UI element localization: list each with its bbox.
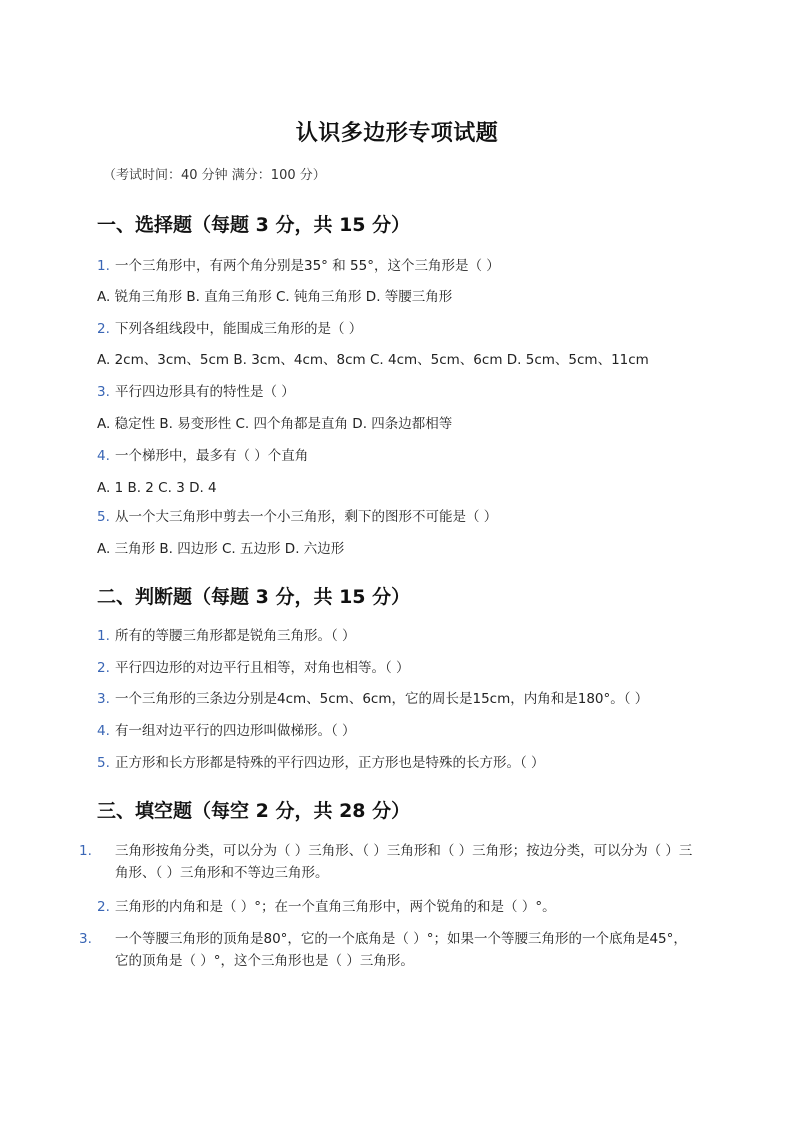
question-2 <box>97 318 699 340</box>
question-text: 三角形按角分类，可以分为（ ）三角形、（ ）三角形和（ ）三角形；按边分类，可以分为（ ）三角形、（ ）三角形和不等边三角形。 <box>115 843 693 881</box>
question-number: 1. <box>79 843 92 859</box>
question-number: 3. <box>97 384 110 400</box>
fill-question-1 <box>79 840 699 884</box>
tf-question-3 <box>97 688 699 710</box>
question-text: 有一组对边平行的四边形叫做梯形。（ ） <box>115 723 356 739</box>
answer-options: A. 三角形 B. 四边形 C. 五边形 D. 六边形 <box>97 541 345 557</box>
question-number: 3. <box>79 931 92 947</box>
question-number: 5. <box>97 755 110 771</box>
exam-info: （考试时间：40 分钟 满分：100 分） <box>103 168 326 183</box>
question-number: 1. <box>97 258 110 274</box>
section-multiple-choice <box>97 212 699 238</box>
question-number: 2. <box>97 660 110 676</box>
answer-options: A. 锐角三角形 B. 直角三角形 C. 钝角三角形 D. 等腰三角形 <box>97 289 453 305</box>
question-3-options <box>97 413 699 435</box>
question-number: 2. <box>97 899 110 915</box>
question-5-options <box>97 538 699 560</box>
question-number: 4. <box>97 448 110 464</box>
question-text: 平行四边形具有的特性是（ ） <box>115 384 295 400</box>
section-heading: 一、选择题（每题 3 分，共 15 分） <box>97 214 411 236</box>
question-text: 平行四边形的对边平行且相等，对角也相等。（ ） <box>115 660 410 676</box>
question-text: 一个梯形中，最多有（ ）个直角 <box>115 448 309 464</box>
tf-question-5 <box>97 752 699 774</box>
question-text: 所有的等腰三角形都是锐角三角形。（ ） <box>115 628 356 644</box>
question-number: 2. <box>97 321 110 337</box>
tf-question-1 <box>97 625 699 647</box>
question-4 <box>97 445 699 467</box>
question-4-options <box>97 477 699 499</box>
section-heading: 三、填空题（每空 2 分，共 28 分） <box>97 800 411 822</box>
question-number: 4. <box>97 723 110 739</box>
answer-options: A. 2cm、3cm、5cm B. 3cm、4cm、8cm C. 4cm、5cm、6cm D. 5cm、5cm、11cm <box>97 352 649 368</box>
tf-question-4 <box>97 720 699 742</box>
tf-question-2 <box>97 657 699 679</box>
question-2-options <box>97 349 699 371</box>
section-heading: 二、判断题（每题 3 分，共 15 分） <box>97 586 411 608</box>
question-text: 正方形和长方形都是特殊的平行四边形，正方形也是特殊的长方形。（ ） <box>115 755 545 771</box>
question-text: 从一个大三角形中剪去一个小三角形，剩下的图形不可能是（ ） <box>115 509 498 525</box>
question-text: 一个三角形的三条边分别是4cm、5cm、6cm，它的周长是15cm，内角和是180°。（ ） <box>115 691 649 707</box>
section-fill-in <box>97 798 699 824</box>
question-text: 下列各组线段中，能围成三角形的是（ ） <box>115 321 363 337</box>
question-number: 5. <box>97 509 110 525</box>
page-title: 认识多边形专项试题 <box>295 121 499 146</box>
question-5 <box>97 506 699 528</box>
section-true-false <box>97 584 699 610</box>
question-1 <box>97 255 699 277</box>
answer-options: A. 1 B. 2 C. 3 D. 4 <box>97 480 217 496</box>
question-number: 1. <box>97 628 110 644</box>
fill-question-3 <box>79 928 699 972</box>
question-text: 一个等腰三角形的顶角是80°，它的一个底角是（ ）°；如果一个等腰三角形的一个底角是45°，它的顶角是（ ）°，这个三角形也是（ ）三角形。 <box>115 931 687 969</box>
answer-options: A. 稳定性 B. 易变形性 C. 四个角都是直角 D. 四条边都相等 <box>97 416 453 432</box>
question-number: 3. <box>97 691 110 707</box>
question-text: 一个三角形中，有两个角分别是35° 和 55°，这个三角形是（ ） <box>115 258 500 274</box>
fill-question-2 <box>97 896 699 918</box>
question-1-options <box>97 286 699 308</box>
question-3 <box>97 381 699 403</box>
question-text: 三角形的内角和是（ ）°；在一个直角三角形中，两个锐角的和是（ ）°。 <box>115 899 556 915</box>
